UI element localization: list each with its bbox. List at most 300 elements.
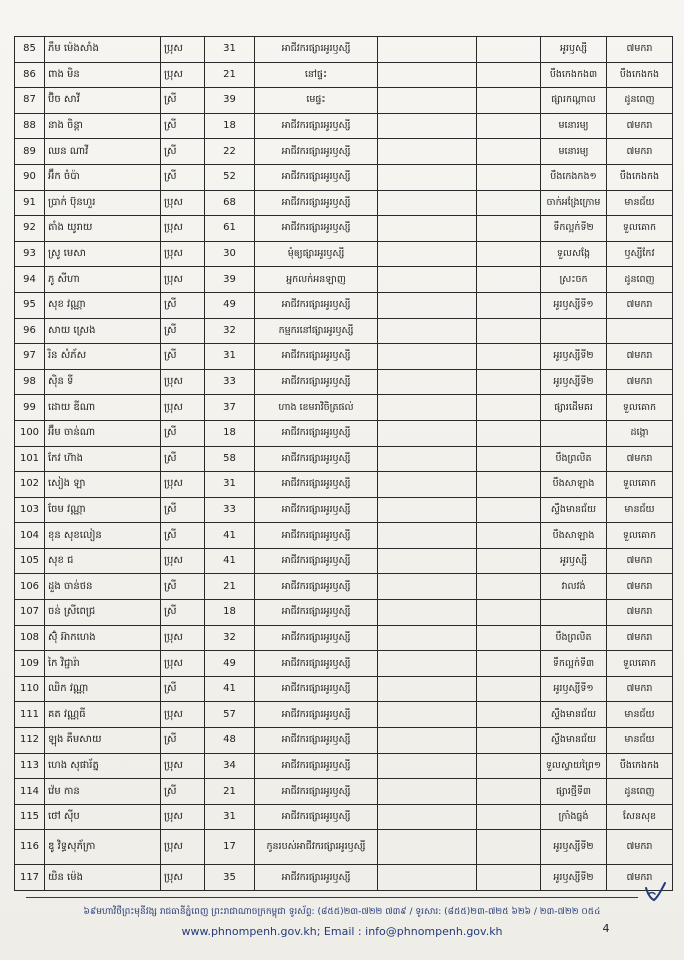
person-name: ស៊ុំ អ៊ាកហេង — [45, 625, 161, 651]
person-occupation: អាជីវករផ្សារអូរឫស្សី — [255, 190, 378, 216]
blank-cell — [477, 548, 541, 574]
footer-contact: www.phnompenh.gov.kh; Email : info@phnompenh.gov.kh — [181, 925, 503, 938]
blank-cell — [477, 164, 541, 190]
person-name: យិន ម៉េង — [45, 865, 161, 891]
person-commune: ៧មករា — [607, 574, 673, 600]
person-name: ហេង សុផារ័ត្ន — [45, 753, 161, 779]
row-number: 100 — [15, 420, 45, 446]
blank-cell — [378, 472, 477, 498]
person-commune: ៧មករា — [607, 625, 673, 651]
blank-cell — [477, 702, 541, 728]
person-sex: ប្រុស — [161, 62, 205, 88]
person-occupation: អាជីវករផ្សារអូរឫស្សី — [255, 472, 378, 498]
table-row — [15, 548, 673, 574]
person-commune: ៧មករា — [607, 865, 673, 891]
person-age: 35 — [205, 865, 255, 891]
person-age: 49 — [205, 292, 255, 318]
person-village: ទឹកល្អក់ទី២ — [541, 216, 607, 242]
person-name: នាង ចិន្ដា — [45, 113, 161, 139]
person-village: ទួលសង្កែ — [541, 241, 607, 267]
person-occupation: អាជីវករផ្សារអូរឫស្សី — [255, 865, 378, 891]
blank-cell — [477, 574, 541, 600]
person-age: 37 — [205, 395, 255, 421]
blank-cell — [477, 37, 541, 63]
person-name: ឡុង គឹមសាយ — [45, 728, 161, 754]
person-occupation: អាជីវករផ្សារអូរឫស្សី — [255, 113, 378, 139]
blank-cell — [477, 625, 541, 651]
person-occupation: កូនរបស់អាជីវករផ្សារអូរឫស្សី — [255, 830, 378, 865]
table-row — [15, 728, 673, 754]
blank-cell — [477, 113, 541, 139]
person-commune: ៧មករា — [607, 548, 673, 574]
blank-cell — [378, 804, 477, 830]
row-number: 94 — [15, 267, 45, 293]
case-list-table — [14, 36, 673, 891]
person-occupation: អាជីវករផ្សារអូរឫស្សី — [255, 702, 378, 728]
blank-cell — [477, 318, 541, 344]
table-row — [15, 37, 673, 63]
person-age: 68 — [205, 190, 255, 216]
person-name: ឈិក វណ្ណា — [45, 676, 161, 702]
person-sex: ប្រុស — [161, 369, 205, 395]
person-village: បឹងសាឡាង — [541, 523, 607, 549]
person-commune: សែនសុខ — [607, 804, 673, 830]
blank-cell — [378, 113, 477, 139]
person-village: អូរឫស្សី — [541, 548, 607, 574]
person-village: អូរឫស្សី — [541, 37, 607, 63]
person-occupation: អាជីវករផ្សារអូរឫស្សី — [255, 139, 378, 165]
person-commune: ៧មករា — [607, 676, 673, 702]
person-age: 31 — [205, 344, 255, 370]
person-village: ស្ទឹងមានជ័យ — [541, 728, 607, 754]
person-village — [541, 318, 607, 344]
person-age: 31 — [205, 804, 255, 830]
person-sex: ស្រី — [161, 318, 205, 344]
person-village: អូរឫស្សីទី២ — [541, 865, 607, 891]
person-sex: ស្រី — [161, 574, 205, 600]
person-age: 21 — [205, 779, 255, 805]
blank-cell — [378, 779, 477, 805]
person-village: បឹងព្រលិត — [541, 625, 607, 651]
person-age: 18 — [205, 113, 255, 139]
person-sex: ស្រី — [161, 523, 205, 549]
person-sex: ប្រុស — [161, 395, 205, 421]
person-sex: ប្រុស — [161, 190, 205, 216]
person-name: ថៅ ស៊ីប — [45, 804, 161, 830]
checkmark-icon — [642, 880, 668, 904]
person-commune: ៧មករា — [607, 830, 673, 865]
person-village: មនោរម្យ — [541, 113, 607, 139]
person-occupation: អាជីវករផ្សារអូរឫស្សី — [255, 523, 378, 549]
table-row — [15, 574, 673, 600]
row-number: 108 — [15, 625, 45, 651]
row-number: 107 — [15, 600, 45, 626]
row-number: 117 — [15, 865, 45, 891]
blank-cell — [477, 420, 541, 446]
person-name: ខុន សុខលៀន — [45, 523, 161, 549]
person-name: សុខ ជ — [45, 548, 161, 574]
row-number: 91 — [15, 190, 45, 216]
person-age: 39 — [205, 88, 255, 114]
person-occupation: អាជីវករផ្សារអូរឫស្សី — [255, 369, 378, 395]
blank-cell — [477, 395, 541, 421]
blank-cell — [477, 216, 541, 242]
person-name: អ៊ឹម ចាន់ណា — [45, 420, 161, 446]
table-row — [15, 497, 673, 523]
person-occupation: អាជីវករផ្សារអូរឫស្សី — [255, 344, 378, 370]
row-number: 109 — [15, 651, 45, 677]
blank-cell — [378, 369, 477, 395]
blank-cell — [477, 369, 541, 395]
table-row — [15, 318, 673, 344]
person-age: 18 — [205, 420, 255, 446]
table-row — [15, 804, 673, 830]
row-number: 115 — [15, 804, 45, 830]
row-number: 85 — [15, 37, 45, 63]
table-row — [15, 267, 673, 293]
blank-cell — [378, 548, 477, 574]
person-occupation: ហាង ខេមរាវិចិត្រផល់ — [255, 395, 378, 421]
person-name: ចែម វណ្ណា — [45, 497, 161, 523]
blank-cell — [477, 651, 541, 677]
row-number: 111 — [15, 702, 45, 728]
person-sex: ប្រុស — [161, 865, 205, 891]
person-commune: ទួលគោក — [607, 216, 673, 242]
person-sex: ស្រី — [161, 728, 205, 754]
blank-cell — [477, 344, 541, 370]
blank-cell — [477, 830, 541, 865]
table-row — [15, 62, 673, 88]
blank-cell — [378, 676, 477, 702]
blank-cell — [477, 190, 541, 216]
row-number: 103 — [15, 497, 45, 523]
person-sex: ស្រី — [161, 497, 205, 523]
person-village: បឹងកេងកង១ — [541, 164, 607, 190]
row-number: 90 — [15, 164, 45, 190]
person-village: អូរឫស្សីទី២ — [541, 830, 607, 865]
person-village: ចាក់អង្រែក្រោម — [541, 190, 607, 216]
person-age: 48 — [205, 728, 255, 754]
blank-cell — [378, 190, 477, 216]
person-sex: ស្រី — [161, 779, 205, 805]
person-commune: ៧មករា — [607, 37, 673, 63]
person-village: វាលវង់ — [541, 574, 607, 600]
person-village: ផ្សារថ្មីទី៣ — [541, 779, 607, 805]
blank-cell — [477, 267, 541, 293]
row-number: 99 — [15, 395, 45, 421]
table-row — [15, 395, 673, 421]
person-village: ផ្សារដើមគរ — [541, 395, 607, 421]
person-sex: ប្រុស — [161, 241, 205, 267]
person-name: រិន សំភ័ស — [45, 344, 161, 370]
person-village: អូរឫស្សីទី២ — [541, 369, 607, 395]
person-age: 31 — [205, 37, 255, 63]
person-occupation: អាជីវករផ្សារអូរឫស្សី — [255, 804, 378, 830]
person-age: 31 — [205, 472, 255, 498]
person-age: 21 — [205, 574, 255, 600]
person-commune: បឹងកេងកង — [607, 62, 673, 88]
row-number: 101 — [15, 446, 45, 472]
blank-cell — [477, 728, 541, 754]
person-age: 41 — [205, 676, 255, 702]
person-occupation: មុំឲ្យផ្សារអូរឫស្សី — [255, 241, 378, 267]
blank-cell — [378, 651, 477, 677]
person-age: 33 — [205, 497, 255, 523]
blank-cell — [477, 753, 541, 779]
person-commune: បឹងកេងកង — [607, 164, 673, 190]
row-number: 102 — [15, 472, 45, 498]
person-occupation: អាជីវករផ្សារអូរឫស្សី — [255, 728, 378, 754]
blank-cell — [378, 497, 477, 523]
person-age: 61 — [205, 216, 255, 242]
person-commune: ទួលគោក — [607, 523, 673, 549]
person-name: តាំង យូរាយ — [45, 216, 161, 242]
blank-cell — [378, 574, 477, 600]
row-number: 114 — [15, 779, 45, 805]
blank-cell — [378, 395, 477, 421]
person-age: 33 — [205, 369, 255, 395]
blank-cell — [378, 318, 477, 344]
person-sex: ស្រី — [161, 446, 205, 472]
person-sex: ស្រី — [161, 88, 205, 114]
person-commune: ៧មករា — [607, 113, 673, 139]
person-sex: ស្រី — [161, 139, 205, 165]
person-age: 32 — [205, 318, 255, 344]
row-number: 88 — [15, 113, 45, 139]
person-name: ភូ សីហា — [45, 267, 161, 293]
person-sex: ប្រុស — [161, 472, 205, 498]
blank-cell — [477, 241, 541, 267]
person-commune: ៧មករា — [607, 446, 673, 472]
table-row — [15, 779, 673, 805]
blank-cell — [477, 779, 541, 805]
person-village: ស្រះចក — [541, 267, 607, 293]
person-commune: ៧មករា — [607, 292, 673, 318]
person-name: ឌូ វិទ្ធសុភ័ក្រា — [45, 830, 161, 865]
person-name: វ៉េម កាន — [45, 779, 161, 805]
blank-cell — [378, 344, 477, 370]
person-sex: ប្រុស — [161, 702, 205, 728]
person-sex: ស្រី — [161, 420, 205, 446]
row-number: 113 — [15, 753, 45, 779]
blank-cell — [378, 241, 477, 267]
person-name: សៀង ឡា — [45, 472, 161, 498]
blank-cell — [477, 62, 541, 88]
blank-cell — [378, 292, 477, 318]
blank-cell — [378, 702, 477, 728]
table-row — [15, 651, 673, 677]
blank-cell — [477, 600, 541, 626]
row-number: 95 — [15, 292, 45, 318]
person-village — [541, 600, 607, 626]
person-occupation: អាជីវករផ្សារអូរឫស្សី — [255, 37, 378, 63]
table-row — [15, 164, 673, 190]
person-name: ស៊ិន ទី — [45, 369, 161, 395]
person-sex: ប្រុស — [161, 216, 205, 242]
row-number: 112 — [15, 728, 45, 754]
person-village: ស្ទឹងមានជ័យ — [541, 497, 607, 523]
person-name: ប្រាក់ ប៊ុនហួរ — [45, 190, 161, 216]
blank-cell — [378, 267, 477, 293]
person-sex: ស្រី — [161, 600, 205, 626]
person-commune: ទួលគោក — [607, 472, 673, 498]
blank-cell — [378, 420, 477, 446]
table-row — [15, 702, 673, 728]
row-number: 96 — [15, 318, 45, 344]
row-number: 105 — [15, 548, 45, 574]
person-commune: ៧មករា — [607, 344, 673, 370]
row-number: 106 — [15, 574, 45, 600]
person-age: 32 — [205, 625, 255, 651]
person-name: កែវ ហ៊ាង — [45, 446, 161, 472]
row-number: 104 — [15, 523, 45, 549]
blank-cell — [477, 472, 541, 498]
person-sex: ស្រី — [161, 344, 205, 370]
blank-cell — [378, 830, 477, 865]
person-age: 22 — [205, 139, 255, 165]
table-row — [15, 190, 673, 216]
blank-cell — [378, 164, 477, 190]
person-sex: ប្រុស — [161, 548, 205, 574]
blank-cell — [477, 865, 541, 891]
blank-cell — [378, 446, 477, 472]
blank-cell — [378, 523, 477, 549]
person-occupation: អ្នកលក់អនឡាញ — [255, 267, 378, 293]
person-name: កៃ វិជ្ជារ៉ា — [45, 651, 161, 677]
row-number: 97 — [15, 344, 45, 370]
row-number: 87 — [15, 88, 45, 114]
person-village: ទឹកល្អក់ទី៣ — [541, 651, 607, 677]
person-occupation: អាជីវករផ្សារអូរឫស្សី — [255, 574, 378, 600]
table-row — [15, 344, 673, 370]
person-occupation: នៅផ្ទះ — [255, 62, 378, 88]
blank-cell — [378, 625, 477, 651]
person-occupation: អាជីវករផ្សារអូរឫស្សី — [255, 600, 378, 626]
blank-cell — [477, 292, 541, 318]
blank-cell — [378, 753, 477, 779]
person-village: អូរឫស្សីទី១ — [541, 292, 607, 318]
person-sex: ប្រុស — [161, 753, 205, 779]
row-number: 110 — [15, 676, 45, 702]
person-name: ឈន ណាវី — [45, 139, 161, 165]
person-commune — [607, 318, 673, 344]
person-commune: ឫស្សីកែវ — [607, 241, 673, 267]
person-village: អូរឫស្សីទី២ — [541, 344, 607, 370]
table-row — [15, 625, 673, 651]
blank-cell — [378, 600, 477, 626]
person-name: សាយ ស្រេង — [45, 318, 161, 344]
person-sex: ស្រី — [161, 164, 205, 190]
person-sex: ប្រុស — [161, 267, 205, 293]
person-commune: ៧មករា — [607, 369, 673, 395]
person-age: 41 — [205, 523, 255, 549]
person-occupation: អាជីវករផ្សារអូរឫស្សី — [255, 446, 378, 472]
person-sex: ប្រុស — [161, 830, 205, 865]
person-name: ដោយ ឌីណា — [45, 395, 161, 421]
blank-cell — [378, 139, 477, 165]
person-commune: ទួលគោក — [607, 651, 673, 677]
row-number: 98 — [15, 369, 45, 395]
table-row — [15, 139, 673, 165]
person-occupation: អាជីវករផ្សារអូរឫស្សី — [255, 164, 378, 190]
person-name: ចន់ ស្រីពេជ្រ — [45, 600, 161, 626]
table-row — [15, 523, 673, 549]
person-occupation: អាជីវករផ្សារអូរឫស្សី — [255, 292, 378, 318]
table-row — [15, 292, 673, 318]
person-occupation: អាជីវករផ្សារអូរឫស្សី — [255, 625, 378, 651]
person-commune: មានជ័យ — [607, 190, 673, 216]
table-row — [15, 88, 673, 114]
blank-cell — [477, 446, 541, 472]
person-commune: ដូនពេញ — [607, 88, 673, 114]
person-occupation: អាជីវករផ្សារអូរឫស្សី — [255, 216, 378, 242]
person-sex: ប្រុស — [161, 37, 205, 63]
person-commune: ៧មករា — [607, 139, 673, 165]
person-sex: ប្រុស — [161, 651, 205, 677]
person-sex: ស្រី — [161, 292, 205, 318]
table-body — [15, 37, 673, 891]
person-commune: មានជ័យ — [607, 728, 673, 754]
blank-cell — [378, 88, 477, 114]
table-row — [15, 113, 673, 139]
person-village: ផ្សារកណ្ដាល — [541, 88, 607, 114]
person-village: ស្ទឹងមានជ័យ — [541, 702, 607, 728]
person-sex: ស្រី — [161, 113, 205, 139]
row-number: 89 — [15, 139, 45, 165]
person-sex: ប្រុស — [161, 804, 205, 830]
person-occupation: អាជីវករផ្សារអូរឫស្សី — [255, 497, 378, 523]
person-village: អូរឫស្សីទី១ — [541, 676, 607, 702]
person-name: ភឹម ម៉េងសាំង — [45, 37, 161, 63]
footer-divider — [26, 897, 638, 898]
person-village: បឹងព្រលិត — [541, 446, 607, 472]
table-row — [15, 369, 673, 395]
blank-cell — [477, 139, 541, 165]
table-row — [15, 216, 673, 242]
person-village — [541, 420, 607, 446]
person-commune: ដូនពេញ — [607, 779, 673, 805]
person-age: 30 — [205, 241, 255, 267]
person-age: 58 — [205, 446, 255, 472]
table-row — [15, 446, 673, 472]
footer-address: ៦៩មហាវិថីព្រះមុនីវង្ស រាជធានីភ្នំពេញ ព្រះរាជាណាចក្រកម្ពុជា ទូរស័ព្ទ: (៨៥៥)២៣-៧២២ ៧៣៩ / ទូរសារ: (៨៥៥)២៣-៧២៥ ៦២៦ / ២៣-៧២២ ០៥៤ — [83, 907, 601, 917]
person-occupation: កម្មករនៅផ្សារអូរឫស្សី — [255, 318, 378, 344]
table-row — [15, 420, 673, 446]
person-village: បឹងសាឡាង — [541, 472, 607, 498]
table-row — [15, 472, 673, 498]
person-village: មនោរម្យ — [541, 139, 607, 165]
person-name: សុខ វណ្ណា — [45, 292, 161, 318]
row-number: 93 — [15, 241, 45, 267]
person-name: ពាង មិន — [45, 62, 161, 88]
blank-cell — [378, 216, 477, 242]
person-occupation: អាជីវករផ្សារអូរឫស្សី — [255, 676, 378, 702]
row-number: 92 — [15, 216, 45, 242]
person-commune: ដូនពេញ — [607, 267, 673, 293]
blank-cell — [477, 497, 541, 523]
person-age: 49 — [205, 651, 255, 677]
person-name: គត វណ្ណធី — [45, 702, 161, 728]
person-occupation: អាជីវករផ្សារអូរឫស្សី — [255, 548, 378, 574]
blank-cell — [477, 88, 541, 114]
person-age: 39 — [205, 267, 255, 293]
blank-cell — [378, 865, 477, 891]
person-village: ក្រាំងធ្នង់ — [541, 804, 607, 830]
person-commune: មានជ័យ — [607, 702, 673, 728]
person-occupation: អាជីវករផ្សារអូរឫស្សី — [255, 651, 378, 677]
person-age: 18 — [205, 600, 255, 626]
person-age: 34 — [205, 753, 255, 779]
